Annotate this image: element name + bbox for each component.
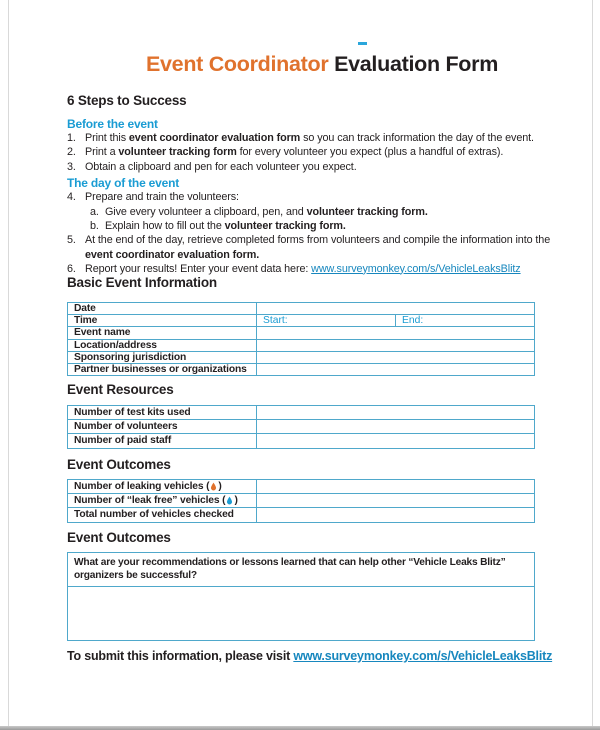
- table-row: [68, 339, 534, 351]
- basic-info-table: [67, 302, 535, 376]
- event-name-value-cell[interactable]: [257, 327, 534, 338]
- list-item: [67, 190, 239, 205]
- row-label: Total number of vehicles checked: [68, 508, 257, 521]
- page-left-edge: [8, 0, 9, 726]
- location-value-cell[interactable]: [257, 340, 534, 351]
- submit-footer: To submit this information, please visit www.surveymonkey.com/s/VehicleLeaksBlitz: [67, 649, 553, 663]
- recommendations-box: [67, 552, 535, 641]
- time-end-cell[interactable]: End:: [395, 315, 534, 326]
- table-row: [68, 507, 534, 521]
- label-text: Number of “leak free” vehicles (: [74, 495, 226, 507]
- table-row: [68, 326, 534, 338]
- list-number: 5.: [67, 234, 76, 246]
- list-subitem: [90, 219, 346, 234]
- test-kits-value-cell[interactable]: [257, 406, 534, 419]
- surveymonkey-link[interactable]: www.surveymonkey.com/s/VehicleLeaksBlitz: [311, 262, 521, 275]
- page-right-edge: [592, 0, 593, 726]
- list-item: [67, 160, 357, 175]
- label-text: ): [218, 481, 222, 493]
- paid-staff-value-cell[interactable]: [257, 434, 534, 447]
- before-event-heading: Before the event: [67, 117, 158, 131]
- recommendations-question: What are your recommendations or lessons learned that can help other “Vehicle Leaks Blitz” organizers be successful?: [68, 553, 534, 587]
- title-accent: Event Coordinator: [145, 52, 329, 76]
- list-subitem: [90, 205, 428, 220]
- time-value-cell: [257, 315, 534, 326]
- list-text: Obtain a clipboard and pen for each volunteer you expect.: [85, 160, 357, 173]
- resources-heading: Event Resources: [67, 382, 174, 397]
- list-number: 2.: [67, 146, 76, 158]
- row-label: [68, 480, 257, 493]
- row-label: Date: [68, 303, 257, 314]
- basic-info-heading: Basic Event Information: [67, 275, 217, 290]
- list-text: Explain how to fill out the volunteer tracking form.: [105, 220, 346, 232]
- outcomes-heading: Event Outcomes: [67, 457, 171, 472]
- resources-table: [67, 405, 535, 449]
- list-item: [67, 145, 503, 160]
- table-row: [68, 493, 534, 507]
- row-label: Location/address: [68, 340, 257, 351]
- steps-heading: 6 Steps to Success: [67, 93, 187, 108]
- row-label: Number of volunteers: [68, 420, 257, 433]
- day-of-event-heading: The day of the event: [67, 176, 180, 190]
- row-label: Event name: [68, 327, 257, 338]
- outcomes-table: [67, 479, 535, 523]
- list-letter: b.: [90, 220, 99, 232]
- footer-surveymonkey-link[interactable]: www.surveymonkey.com/s/VehicleLeaksBlitz: [293, 649, 553, 663]
- droplet-orange-icon: [210, 482, 217, 491]
- page-bottom-edge: [0, 726, 600, 730]
- row-label: Sponsoring jurisdiction: [68, 352, 257, 363]
- list-text: Report your results! Enter your event data here: www.surveymonkey.com/s/VehicleLeaksBlitz: [85, 262, 521, 275]
- table-row: [68, 419, 534, 433]
- label-text: ): [234, 495, 238, 507]
- title-rest: Evaluation Form: [328, 52, 499, 76]
- row-label: Partner businesses or organizations: [68, 364, 257, 375]
- list-text: Print a volunteer tracking form for every volunteer you expect (plus a handful of extras).: [85, 146, 504, 158]
- list-text: Give every volunteer a clipboard, pen, and volunteer tracking form.: [105, 205, 428, 218]
- recommendations-answer-area[interactable]: [68, 587, 534, 640]
- list-number: 4.: [67, 191, 76, 203]
- table-row: [68, 433, 534, 447]
- leak-free-vehicles-value-cell[interactable]: [257, 494, 534, 507]
- table-row: [68, 363, 534, 375]
- row-label: [68, 494, 257, 507]
- row-label: Number of test kits used: [68, 406, 257, 419]
- list-item: [67, 233, 550, 262]
- page-title: [67, 52, 577, 77]
- table-row: [68, 303, 534, 314]
- label-text: Number of leaking vehicles (: [74, 481, 210, 493]
- partners-value-cell[interactable]: [257, 364, 534, 375]
- list-item: [67, 131, 534, 146]
- list-text: At the end of the day, retrieve completed forms from volunteers and compile the information into the event coordinator evaluation form.: [85, 234, 551, 261]
- header-dash-mark: [358, 42, 367, 45]
- volunteers-value-cell[interactable]: [257, 420, 534, 433]
- table-row: [68, 406, 534, 419]
- list-item: [67, 262, 521, 277]
- list-text: Print this event coordinator evaluation form so you can track information the day of the event.: [85, 131, 534, 144]
- list-letter: a.: [90, 205, 99, 218]
- row-label: Time: [68, 315, 257, 326]
- leaking-vehicles-value-cell[interactable]: [257, 480, 534, 493]
- list-number: 6.: [67, 262, 76, 275]
- date-value-cell[interactable]: [257, 303, 534, 314]
- total-vehicles-value-cell[interactable]: [257, 508, 534, 521]
- droplet-teal-icon: [226, 496, 233, 505]
- table-row: [68, 351, 534, 363]
- row-label: Number of paid staff: [68, 434, 257, 447]
- table-row: [68, 480, 534, 493]
- table-row: [68, 314, 534, 326]
- outcomes2-heading: Event Outcomes: [67, 530, 171, 545]
- list-text: Prepare and train the volunteers:: [85, 191, 239, 203]
- list-number: 1.: [67, 131, 76, 144]
- list-number: 3.: [67, 160, 76, 173]
- time-start-cell[interactable]: Start:: [263, 315, 288, 327]
- jurisdiction-value-cell[interactable]: [257, 352, 534, 363]
